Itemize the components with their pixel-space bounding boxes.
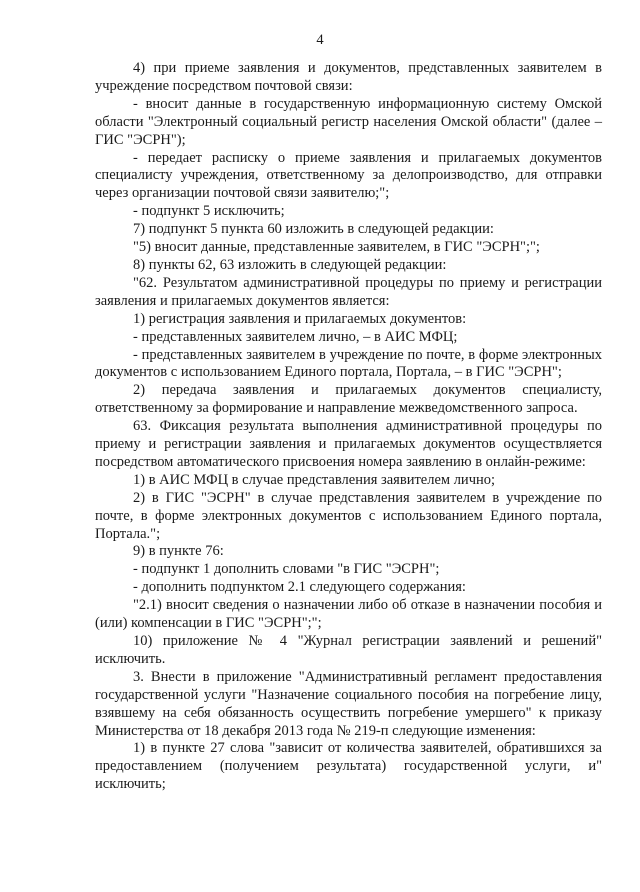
paragraph: 2) в ГИС "ЭСРН" в случае представления заявителем в учреждение по почте, в форме электронных документов с использованием Единого портала, Портала."; — [95, 489, 602, 542]
paragraph: 2) передача заявления и прилагаемых документов специалисту, ответственному за формирование и направление межведомственного запроса. — [95, 382, 602, 417]
paragraph: 7) подпункт 5 пункта 60 изложить в следующей редакции: — [133, 221, 494, 238]
paragraph: 9) в пункте 76: — [133, 543, 224, 560]
document-body — [95, 60, 602, 794]
paragraph: 8) пункты 62, 63 изложить в следующей редакции: — [133, 256, 447, 273]
paragraph: 3. Внести в приложение "Административный регламент предоставления государственной услуги "Назначение социального пособия на погребение лицу, взявшему на себя обязанность осуществить погребение умершего" к приказу Министерства от 18 декабря 2013 года № 219-п следующие изменения: — [95, 668, 602, 739]
paragraph: - вносит данные в государственную информационную систему Омской области "Электронный социальный регистр населения Омской области" (далее – ГИС "ЭСРН"); — [95, 95, 602, 148]
paragraph: 4) при приеме заявления и документов, представленных заявителем в учреждение посредством почтовой связи: — [95, 60, 602, 94]
paragraph: - подпункт 5 исключить; — [133, 203, 285, 220]
paragraph: 10) приложение № 4 "Журнал регистрации заявлений и решений" исключить. — [95, 633, 602, 667]
paragraph: - представленных заявителем лично, – в АИС МФЦ; — [133, 328, 458, 345]
page-number: 4 — [316, 32, 324, 48]
paragraph: - дополнить подпунктом 2.1 следующего содержания: — [133, 579, 466, 596]
paragraph: - представленных заявителем в учреждение по почте, в форме электронных документов с использованием Единого портала, Портала, – в ГИС "ЭСРН"; — [95, 346, 602, 381]
paragraph: "2.1) вносит сведения о назначении либо об отказе в назначении пособия и (или) компенсации в ГИС "ЭСРН";"; — [95, 597, 602, 632]
paragraph: 1) в АИС МФЦ в случае представления заявителем лично; — [133, 471, 496, 488]
paragraph: - передает расписку о приеме заявления и прилагаемых документов специалисту учреждения, ответственному за делопроизводство, для отправки через организации почтовой связи заявителю;"; — [95, 149, 602, 202]
paragraph: - подпункт 1 дополнить словами "в ГИС "ЭСРН"; — [133, 561, 440, 578]
paragraph: "62. Результатом административной процедуры по приему и регистрации заявления и прилагаемых документов является: — [95, 274, 602, 309]
paragraph: 63. Фиксация результата выполнения административной процедуры по приему и регистрации заявления и прилагаемых документов осуществляется посредством автоматического присвоения номера заявлению в онлайн-режиме: — [95, 418, 602, 470]
paragraph: "5) вносит данные, представленные заявителем, в ГИС "ЭСРН";"; — [133, 239, 540, 256]
paragraph: 1) регистрация заявления и прилагаемых документов: — [133, 310, 467, 327]
paragraph: 1) в пункте 27 слова "зависит от количества заявителей, обратившихся за предоставлением (получением результата) государственной услуги, и" исключить; — [95, 740, 602, 793]
